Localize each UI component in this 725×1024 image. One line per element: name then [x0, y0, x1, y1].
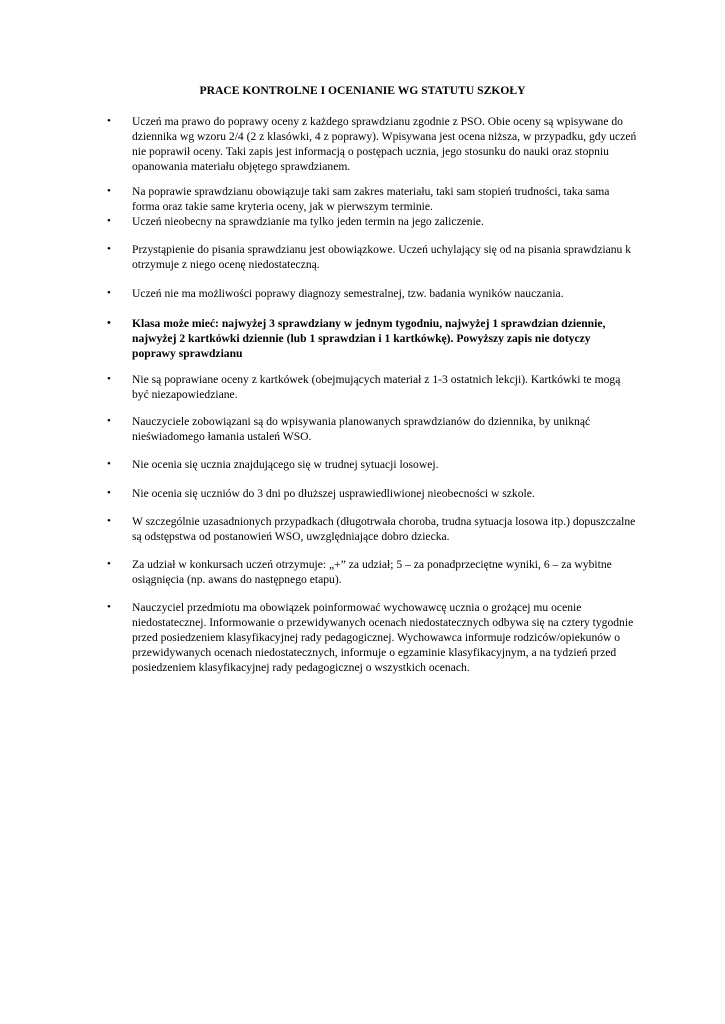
- bullet-icon: •: [107, 373, 111, 385]
- bullet-icon: •: [107, 458, 111, 470]
- list-item-text: Nauczyciel przedmiotu ma obowiązek poinformować wychowawcę ucznia o grożącej mu ocenie niedostatecznej. Informowanie o przewidywanych ocenach niedostatecznych odbywa się na cztery tygodnie przed posiedzeniem klasyfikacyjnej rady pedagogicznej. Wychowawca informuje rodziców/opiekunów o przewidywanych ocenach niedostatecznych, informuje o egzaminie klasyfikacyjnym, a na tydzień przed posiedzeniem klasyfikacyjnej rady pedagogicznej o wszystkich ocenach.: [132, 601, 634, 674]
- list-item-text: Klasa może mieć: najwyżej 3 sprawdziany w jednym tygodniu, najwyżej 1 sprawdzian dziennie, najwyżej 2 kartkówki dziennie (lub 1 sprawdzian i 1 kartkówkę). Powyższy zapis nie dotyczy poprawy sprawdzianu: [132, 317, 606, 360]
- bullet-icon: •: [107, 415, 111, 427]
- list-item-highlighted: [107, 316, 637, 361]
- list-item: [107, 557, 637, 587]
- bullet-icon: •: [107, 558, 111, 570]
- bullet-icon: •: [107, 115, 111, 127]
- list-item-text: Uczeń nieobecny na sprawdzianie ma tylko jeden termin na jego zaliczenie.: [132, 215, 484, 228]
- bullet-icon: •: [107, 185, 111, 197]
- list-item-text: Nie ocenia się ucznia znajdującego się w trudnej sytuacji losowej.: [132, 458, 439, 471]
- list-item: [107, 486, 637, 501]
- list-item-text: Uczeń nie ma możliwości poprawy diagnozy semestralnej, tzw. badania wyników nauczania.: [132, 287, 564, 300]
- list-item-text: Nie ocenia się uczniów do 3 dni po dłuższej usprawiedliwionej nieobecności w szkole.: [132, 487, 535, 500]
- list-item-text: W szczególnie uzasadnionych przypadkach (długotrwała choroba, trudna sytuacja losowa itp.) dopuszczalne są odstępstwa od postanowień WSO, uwzględniające dobro dziecka.: [132, 515, 636, 543]
- list-item: [107, 514, 637, 544]
- list-item-text: Uczeń ma prawo do poprawy oceny z każdego sprawdzianu zgodnie z PSO. Obie oceny są wpisywane do dziennika wg wzoru 2/4 (2 z klasówki, 4 z poprawy). Wpisywana jest ocena niższa, w przypadku, gdy uczeń nie poprawił oceny. Taki zapis jest informacją o postępach ucznia, jego stosunku do nauki oraz stopniu opanowania materiału objętego sprawdzianem.: [132, 115, 637, 173]
- bullet-icon: •: [107, 601, 111, 613]
- list-item-text: Przystąpienie do pisania sprawdzianu jest obowiązkowe. Uczeń uchylający się od na pisania sprawdzianu k otrzymuje z niego ocenę niedostateczną.: [132, 243, 632, 271]
- list-item-text: Za udział w konkursach uczeń otrzymuje: „+” za udział; 5 – za ponadprzeciętne wyniki, 6 – za wybitne osiągnięcia (np. awans do następnego etapu).: [132, 558, 612, 586]
- list-item: [107, 372, 637, 402]
- list-item: [107, 414, 637, 444]
- bullet-icon: •: [107, 487, 111, 499]
- list-item: [107, 242, 637, 272]
- list-item: [107, 286, 637, 301]
- bullet-icon: •: [107, 287, 111, 299]
- list-item-text: Nie są poprawiane oceny z kartkówek (obejmujących materiał z 1-3 ostatnich lekcji). Kartkówki te mogą być niezapowiedziane.: [132, 373, 621, 401]
- bullet-icon: •: [107, 515, 111, 527]
- bullet-icon: •: [107, 317, 111, 329]
- list-item: [107, 114, 637, 174]
- bullet-icon: •: [107, 243, 111, 255]
- list-item: [107, 457, 637, 472]
- list-item: [107, 600, 637, 675]
- document-title: PRACE KONTROLNE I OCENIANIE WG STATUTU SZKOŁY: [199, 84, 526, 97]
- list-item: [107, 214, 637, 229]
- list-item-text: Nauczyciele zobowiązani są do wpisywania planowanych sprawdzianów do dziennika, by uniknąć nieświadomego łamania ustaleń WSO.: [132, 415, 591, 443]
- list-item-text: Na poprawie sprawdzianu obowiązuje taki sam zakres materiału, taki sam stopień trudności, taka sama forma oraz takie same kryteria oceny, jak w pierwszym terminie.: [132, 185, 610, 213]
- bullet-icon: •: [107, 215, 111, 227]
- list-item: [107, 184, 637, 214]
